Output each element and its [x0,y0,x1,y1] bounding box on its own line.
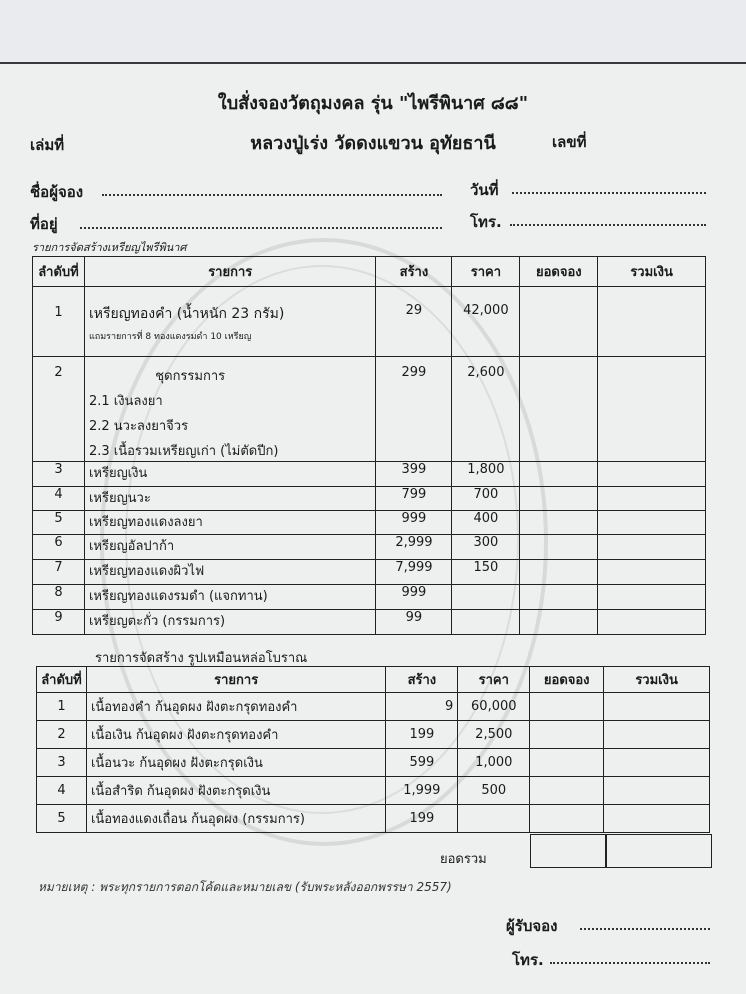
table-row [33,610,706,635]
item-label: เหรียญทองคำ (น้ำหนัก 23 กรัม) [88,306,285,322]
table1-caption: รายการจัดสร้างเหรียญไพรีพินาศ [32,241,187,254]
row-item: เนื้อทองคำ ก้นอุดผง ฝังตะกรุดทองคำ [86,693,385,721]
row-total-cell[interactable] [604,777,710,805]
col-header: รายการ [84,257,376,287]
volume-label: เล่มที่ [30,136,65,154]
receiver-field-line[interactable] [580,928,710,930]
row-price: 1,000 [458,749,530,777]
row-price: 60,000 [458,693,530,721]
row-qty: 99 [376,610,452,635]
row-booked-cell[interactable] [520,287,598,357]
col-header: ราคา [458,667,530,693]
row-number: 3 [33,462,85,487]
receiver-label: ผู้รับจอง [506,917,558,935]
row-booked-cell[interactable] [530,777,604,805]
row-item: เนื้อนวะ ก้นอุดผง ฝังตะกรุดเงิน [86,749,385,777]
row-total-cell[interactable] [598,511,706,535]
row-total-cell[interactable] [604,749,710,777]
row-total-cell[interactable] [604,805,710,833]
item-label: ชุดกรรมการ [155,369,226,384]
table-row [37,721,710,749]
row-qty: 7,999 [376,560,452,585]
row-number: 5 [33,511,85,535]
row-qty: 2,999 [376,535,452,560]
grand-total-amount-box[interactable] [606,834,712,868]
form-subtitle: หลวงปู่เร่ง วัดดงแขวน อุทัยธานี [250,133,496,154]
name-field-line[interactable] [102,194,442,196]
row-total-cell[interactable] [604,693,710,721]
row-number: 5 [37,805,87,833]
col-header: รายการ [86,667,385,693]
row-price [452,610,520,635]
row-qty: 9 [386,693,458,721]
row-qty: 599 [386,749,458,777]
table-header-row [33,257,706,287]
row-number: 6 [33,535,85,560]
row-booked-cell[interactable] [520,560,598,585]
row-booked-cell[interactable] [520,462,598,487]
item-sub: 2.3 เนื้อรวมเหรียญเก่า (ไม่ตัดปีก) [88,444,279,459]
footer-phone-field-line[interactable] [550,962,710,964]
table-row [37,749,710,777]
row-total-cell[interactable] [598,585,706,610]
row-qty: 999 [376,585,452,610]
table-row [33,560,706,585]
row-booked-cell[interactable] [520,610,598,635]
item-sub: 2.2 นวะลงยาจีวร [88,419,189,434]
table-row [33,585,706,610]
row-total-cell[interactable] [598,560,706,585]
row-booked-cell[interactable] [520,585,598,610]
row-qty: 999 [376,511,452,535]
row-item: เหรียญทองแดงลงยา [84,511,376,535]
row-total-cell[interactable] [598,487,706,511]
col-header: ลำดับที่ [37,667,87,693]
row-item: เนื้อเงิน ก้นอุดผง ฝังตะกรุดทองคำ [86,721,385,749]
row-item [84,287,376,357]
row-price: 2,600 [452,357,520,462]
row-item: เหรียญอัลปาก้า [84,535,376,560]
row-booked-cell[interactable] [520,535,598,560]
row-booked-cell[interactable] [520,487,598,511]
row-number: 2 [37,721,87,749]
row-number: 8 [33,585,85,610]
row-number: 9 [33,610,85,635]
row-number: 4 [37,777,87,805]
col-header: สร้าง [376,257,452,287]
row-price [452,585,520,610]
table-row [33,462,706,487]
row-item: เหรียญทองแดงรมดำ (แจกทาน) [84,585,376,610]
row-number: 7 [33,560,85,585]
row-item: เหรียญทองแดงผิวไฟ [84,560,376,585]
row-item: เนื้อสำริด ก้นอุดผง ฝังตะกรุดเงิน [86,777,385,805]
statue-order-table [36,666,710,833]
row-total-cell[interactable] [598,610,706,635]
name-label: ชื่อผู้จอง [30,183,84,201]
footer-phone-label: โทร. [512,951,544,969]
row-total-cell[interactable] [598,287,706,357]
row-booked-cell[interactable] [530,693,604,721]
col-header: ลำดับที่ [33,257,85,287]
coin-order-table [32,256,706,635]
row-price: 400 [452,511,520,535]
table-row [33,487,706,511]
row-number: 1 [37,693,87,721]
row-item: เนื้อทองแดงเถื่อน ก้นอุดผง (กรรมการ) [86,805,385,833]
row-booked-cell[interactable] [520,357,598,462]
col-header: รวมเงิน [604,667,710,693]
address-field-line[interactable] [80,227,442,229]
row-price: 700 [452,487,520,511]
row-qty: 299 [376,357,452,462]
table-row [37,693,710,721]
table-row [33,535,706,560]
row-number: 4 [33,487,85,511]
col-header: ยอดจอง [530,667,604,693]
row-item: เหรียญตะกั่ว (กรรมการ) [84,610,376,635]
monitor-bezel [0,0,746,64]
row-total-cell[interactable] [598,462,706,487]
address-label: ที่อยู่ [30,215,58,233]
row-qty: 29 [376,287,452,357]
phone-field-line[interactable] [510,224,706,226]
row-total-cell[interactable] [598,357,706,462]
row-price: 42,000 [452,287,520,357]
row-qty: 1,999 [386,777,458,805]
table-row [37,777,710,805]
form-title: ใบสั่งจองวัตถุมงคล รุ่น "ไพรีพินาศ ๘๘" [217,93,529,114]
date-field-line[interactable] [512,192,706,194]
row-number: 1 [33,287,85,357]
row-booked-cell[interactable] [520,511,598,535]
table-row [33,511,706,535]
row-price [458,805,530,833]
row-qty: 799 [376,487,452,511]
table-row [33,287,706,357]
row-item [84,357,376,462]
item-note: แถมรายการที่ 8 ทองแดงรมดำ 10 เหรียญ [88,332,252,342]
col-header: ยอดจอง [520,257,598,287]
grand-total-booked-box[interactable] [530,834,606,868]
row-price: 1,800 [452,462,520,487]
remark-note: หมายเหตุ : พระทุกรายการตอกโค้ดและหมายเลข (รับพระหลังออกพรรษา 2557) [38,880,452,894]
phone-label: โทร. [470,213,502,231]
row-price: 150 [452,560,520,585]
row-item: เหรียญเงิน [84,462,376,487]
row-item: เหรียญนวะ [84,487,376,511]
table2-caption: รายการจัดสร้าง รูปเหมือนหล่อโบราณ [95,651,308,666]
row-booked-cell[interactable] [530,805,604,833]
row-price: 300 [452,535,520,560]
grand-total-label: ยอดรวม [440,852,487,867]
row-qty: 399 [376,462,452,487]
col-header: รวมเงิน [598,257,706,287]
item-sub: 2.1 เงินลงยา [88,394,163,409]
row-qty: 199 [386,721,458,749]
row-number: 2 [33,357,85,462]
row-total-cell[interactable] [604,721,710,749]
row-qty: 199 [386,805,458,833]
number-label: เลขที่ [552,133,587,151]
row-price: 2,500 [458,721,530,749]
table-row [33,357,706,462]
table-row [37,805,710,833]
table-header-row [37,667,710,693]
col-header: ราคา [452,257,520,287]
date-label: วันที่ [470,181,499,199]
row-total-cell[interactable] [598,535,706,560]
row-price: 500 [458,777,530,805]
row-number: 3 [37,749,87,777]
row-booked-cell[interactable] [530,749,604,777]
col-header: สร้าง [386,667,458,693]
row-booked-cell[interactable] [530,721,604,749]
